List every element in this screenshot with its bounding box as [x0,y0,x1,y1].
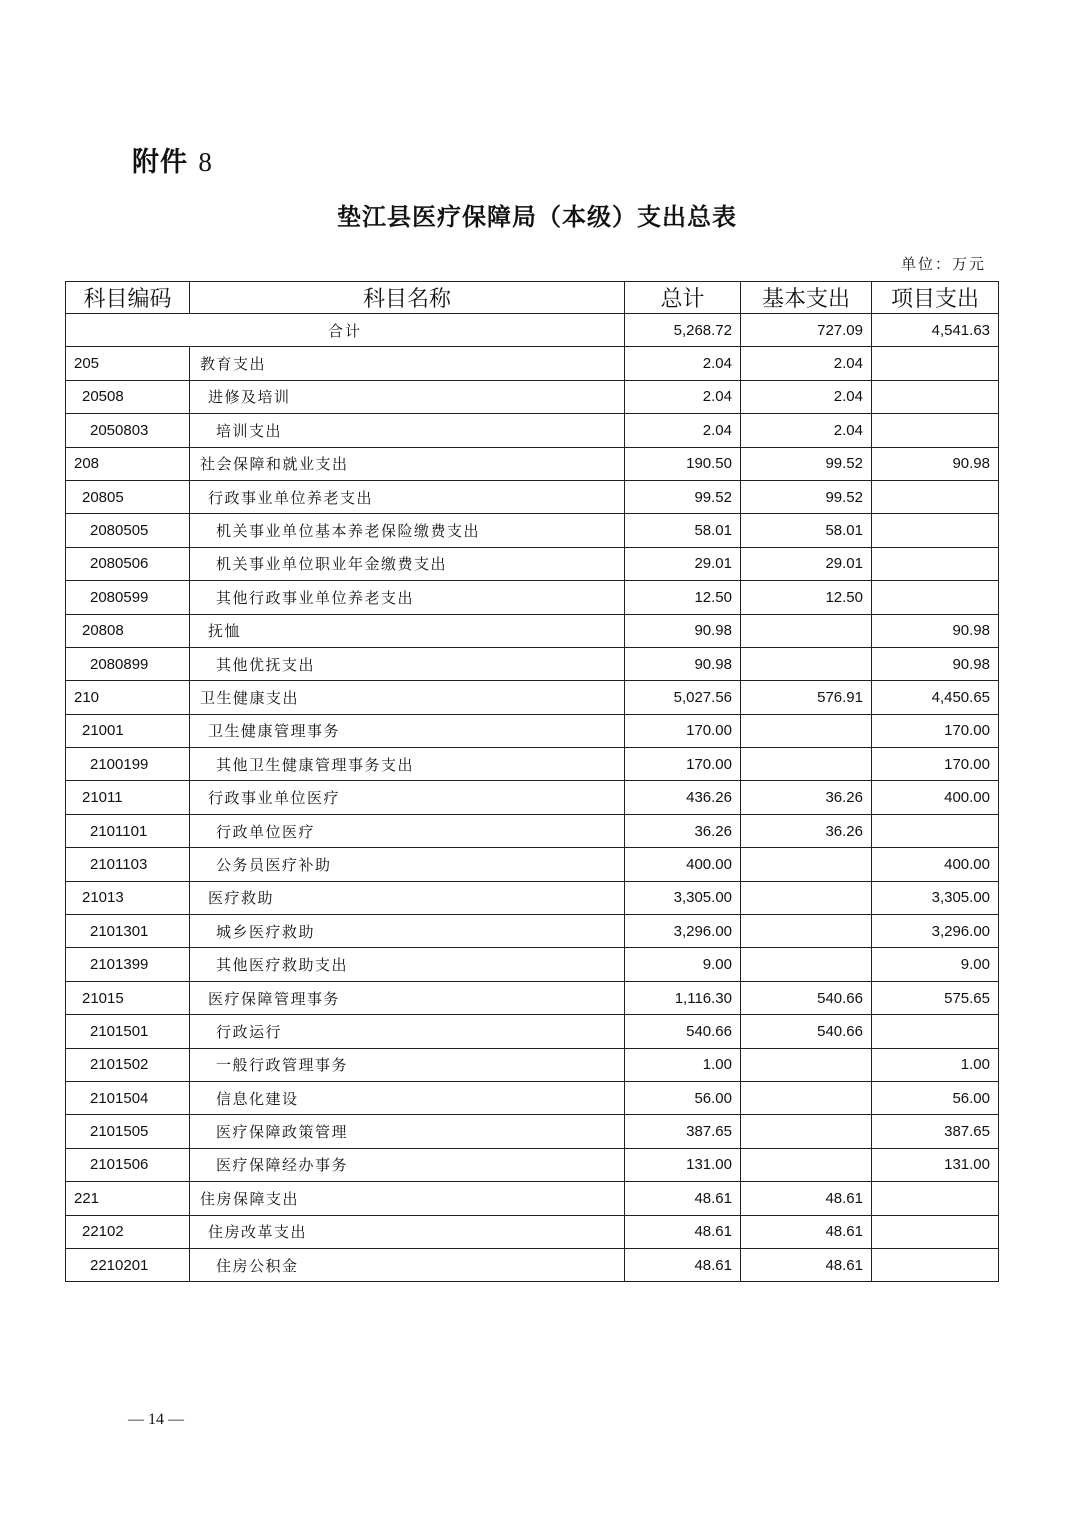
total-basic: 727.09 [741,314,872,347]
row-basic: 2.04 [741,347,872,380]
row-name: 行政事业单位医疗 [190,781,625,814]
row-project [872,480,999,513]
row-name: 医疗保障经办事务 [190,1148,625,1181]
table-row [66,814,999,847]
table-row [66,1048,999,1081]
total-total: 5,268.72 [625,314,741,347]
row-total: 90.98 [625,647,741,680]
row-total: 48.61 [625,1215,741,1248]
row-total: 1,116.30 [625,981,741,1014]
row-name: 医疗保障政策管理 [190,1115,625,1148]
row-project [872,814,999,847]
header-project: 项目支出 [872,282,999,314]
row-project [872,380,999,413]
table-row [66,380,999,413]
row-name: 其他卫生健康管理事务支出 [190,748,625,781]
row-name: 行政运行 [190,1015,625,1048]
row-name: 医疗保障管理事务 [190,981,625,1014]
row-basic [741,848,872,881]
table-row [66,748,999,781]
table-header-row [66,282,999,314]
row-name: 抚恤 [190,614,625,647]
row-basic [741,948,872,981]
row-total: 2.04 [625,380,741,413]
row-basic: 576.91 [741,681,872,714]
row-code: 2101506 [66,1148,190,1181]
page-number: — 14 — [128,1411,184,1428]
row-name: 社会保障和就业支出 [190,447,625,480]
row-basic [741,714,872,747]
row-total: 540.66 [625,1015,741,1048]
row-name: 机关事业单位职业年金缴费支出 [190,547,625,580]
row-total: 3,305.00 [625,881,741,914]
total-row [66,314,999,347]
row-code: 2101103 [66,848,190,881]
row-total: 387.65 [625,1115,741,1148]
row-code: 2080506 [66,547,190,580]
row-name: 教育支出 [190,347,625,380]
row-basic [741,1048,872,1081]
header-basic: 基本支出 [741,282,872,314]
row-code: 2101502 [66,1048,190,1081]
row-code: 2101399 [66,948,190,981]
row-basic [741,614,872,647]
row-code: 21013 [66,881,190,914]
row-total: 56.00 [625,1081,741,1114]
row-total: 2.04 [625,414,741,447]
row-project [872,1015,999,1048]
table-row [66,1115,999,1148]
row-total: 5,027.56 [625,681,741,714]
row-total: 170.00 [625,714,741,747]
table-row [66,414,999,447]
row-name: 住房改革支出 [190,1215,625,1248]
table-row [66,1015,999,1048]
row-basic [741,748,872,781]
table-row [66,915,999,948]
row-total: 36.26 [625,814,741,847]
row-basic: 36.26 [741,814,872,847]
table-row [66,1248,999,1281]
row-basic: 99.52 [741,447,872,480]
row-code: 2101505 [66,1115,190,1148]
table-row [66,480,999,513]
row-name: 其他医疗救助支出 [190,948,625,981]
row-code: 210 [66,681,190,714]
row-code: 2101101 [66,814,190,847]
row-total: 400.00 [625,848,741,881]
total-project: 4,541.63 [872,314,999,347]
row-project: 90.98 [872,614,999,647]
row-project: 575.65 [872,981,999,1014]
row-name: 卫生健康管理事务 [190,714,625,747]
row-name: 行政事业单位养老支出 [190,480,625,513]
row-total: 9.00 [625,948,741,981]
row-project: 1.00 [872,1048,999,1081]
table-row [66,848,999,881]
table-row [66,347,999,380]
row-code: 221 [66,1182,190,1215]
row-basic: 36.26 [741,781,872,814]
row-project: 400.00 [872,781,999,814]
row-basic: 2.04 [741,380,872,413]
table-row [66,514,999,547]
row-code: 2101501 [66,1015,190,1048]
row-basic [741,1148,872,1181]
row-project [872,1248,999,1281]
row-project: 56.00 [872,1081,999,1114]
expense-table [65,281,999,1282]
row-total: 1.00 [625,1048,741,1081]
row-project [872,1215,999,1248]
row-code: 2050803 [66,414,190,447]
row-code: 20508 [66,380,190,413]
header-total: 总计 [625,282,741,314]
row-code: 2101504 [66,1081,190,1114]
row-basic: 48.61 [741,1182,872,1215]
row-project [872,547,999,580]
row-project: 3,305.00 [872,881,999,914]
table-row [66,447,999,480]
row-basic: 48.61 [741,1215,872,1248]
row-project [872,414,999,447]
row-code: 2080899 [66,647,190,680]
row-name: 住房保障支出 [190,1182,625,1215]
row-code: 2080599 [66,581,190,614]
row-code: 21011 [66,781,190,814]
row-project: 90.98 [872,447,999,480]
row-project: 9.00 [872,948,999,981]
row-basic: 58.01 [741,514,872,547]
row-name: 公务员医疗补助 [190,848,625,881]
row-basic: 2.04 [741,414,872,447]
row-name: 进修及培训 [190,380,625,413]
table-row [66,1148,999,1181]
row-code: 22102 [66,1215,190,1248]
row-project: 4,450.65 [872,681,999,714]
row-basic [741,647,872,680]
row-basic: 99.52 [741,480,872,513]
row-total: 99.52 [625,480,741,513]
table-row [66,1182,999,1215]
row-total: 131.00 [625,1148,741,1181]
row-name: 行政单位医疗 [190,814,625,847]
row-project: 131.00 [872,1148,999,1181]
row-basic [741,915,872,948]
attachment-number: 8 [198,147,213,177]
row-basic [741,1081,872,1114]
attachment-label [132,140,213,179]
row-name: 城乡医疗救助 [190,915,625,948]
row-basic: 540.66 [741,981,872,1014]
table-row [66,681,999,714]
row-name: 其他优抚支出 [190,647,625,680]
row-project: 170.00 [872,714,999,747]
row-name: 其他行政事业单位养老支出 [190,581,625,614]
row-total: 90.98 [625,614,741,647]
row-name: 培训支出 [190,414,625,447]
row-project: 170.00 [872,748,999,781]
row-name: 住房公积金 [190,1248,625,1281]
total-label: 合计 [66,314,625,347]
row-total: 48.61 [625,1182,741,1215]
row-project [872,347,999,380]
table-row [66,1081,999,1114]
header-code: 科目编码 [66,282,190,314]
row-total: 2.04 [625,347,741,380]
header-name: 科目名称 [190,282,625,314]
row-total: 190.50 [625,447,741,480]
row-basic: 540.66 [741,1015,872,1048]
row-project [872,1182,999,1215]
row-code: 208 [66,447,190,480]
row-code: 2100199 [66,748,190,781]
row-total: 58.01 [625,514,741,547]
row-code: 2210201 [66,1248,190,1281]
row-total: 12.50 [625,581,741,614]
row-total: 29.01 [625,547,741,580]
row-basic: 12.50 [741,581,872,614]
table-row [66,948,999,981]
row-basic: 48.61 [741,1248,872,1281]
table-row [66,647,999,680]
row-code: 2080505 [66,514,190,547]
page-title: 垫江县医疗保障局（本级）支出总表 [337,202,737,231]
row-code: 21001 [66,714,190,747]
row-code: 2101301 [66,915,190,948]
row-name: 一般行政管理事务 [190,1048,625,1081]
row-name: 卫生健康支出 [190,681,625,714]
row-total: 48.61 [625,1248,741,1281]
table-row [66,881,999,914]
row-name: 信息化建设 [190,1081,625,1114]
table-row [66,981,999,1014]
row-project: 3,296.00 [872,915,999,948]
table-row [66,781,999,814]
row-project [872,581,999,614]
row-code: 205 [66,347,190,380]
table-row [66,1215,999,1248]
row-project: 400.00 [872,848,999,881]
row-code: 21015 [66,981,190,1014]
row-name: 机关事业单位基本养老保险缴费支出 [190,514,625,547]
row-project: 90.98 [872,647,999,680]
row-total: 170.00 [625,748,741,781]
unit-label: 单位：万元 [900,255,986,273]
row-name: 医疗救助 [190,881,625,914]
row-basic: 29.01 [741,547,872,580]
row-basic [741,881,872,914]
table-row [66,714,999,747]
row-total: 436.26 [625,781,741,814]
row-code: 20805 [66,480,190,513]
row-project: 387.65 [872,1115,999,1148]
row-project [872,514,999,547]
table-row [66,581,999,614]
attachment-label-text: 附件 [132,147,188,178]
row-basic [741,1115,872,1148]
table-row [66,614,999,647]
table-row [66,547,999,580]
row-code: 20808 [66,614,190,647]
row-total: 3,296.00 [625,915,741,948]
